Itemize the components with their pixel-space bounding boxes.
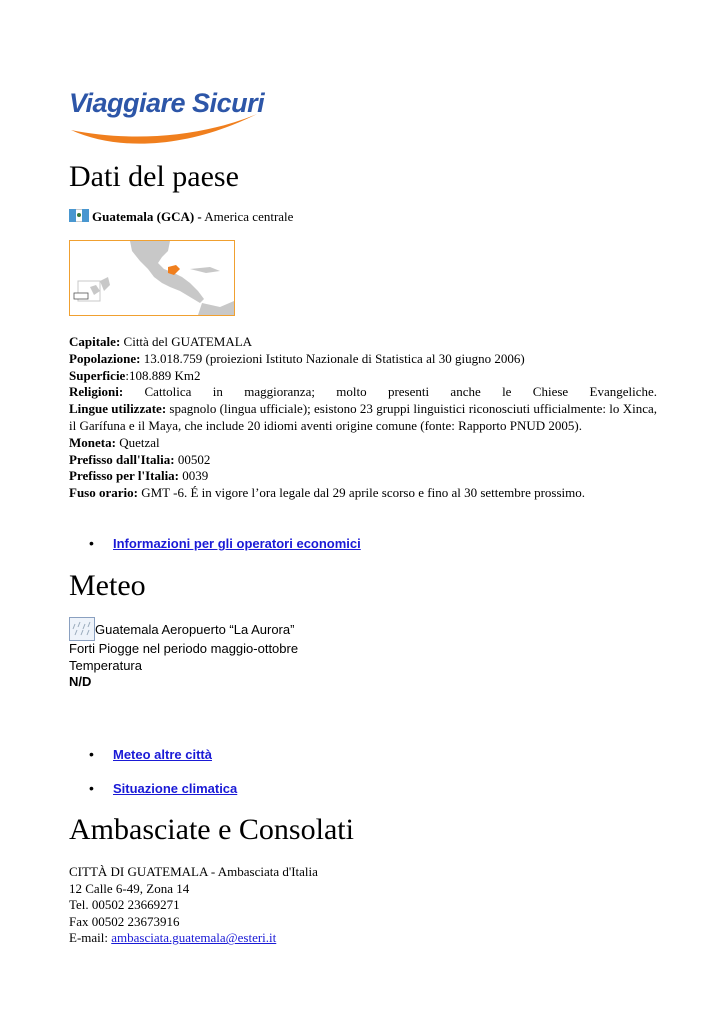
climate-link-list [69,780,237,798]
embassy-fax: Fax 00502 23673916 [69,913,180,929]
location-map [69,240,235,316]
weather-station-row [69,617,298,641]
logo-swoosh-icon [69,108,269,144]
embassy-info [69,864,318,947]
fact-religions [69,384,657,401]
fact-label: Superficie [69,367,126,383]
fact-label: Prefisso per l'Italia: [69,468,180,484]
fact-value: spagnolo (lingua ufficiale); esistono 23 gruppi linguistici riconosciuti ufficialmente: lo Xinca, il Garífuna e il Maya, che include 20 idiomi aventi origine comune (fonte: Rapporto PNUD 2005). [69,401,657,433]
embassies-heading: Ambasciate e Consolati [69,813,354,846]
fact-label: Religioni: [69,384,124,400]
fact-value: GMT -6. É in vigore l’ora legale dal 29 aprile scorso e fino al 30 settembre prossimo. [137,485,586,501]
fact-label: Prefisso dall'Italia: [69,451,175,467]
country-line [69,209,293,225]
list-item [69,780,237,798]
fact-value: :108.889 Km2 [125,367,201,383]
embassy-email-row [69,930,318,947]
fact-prefix-from-italy [69,452,657,469]
guatemala-flag-icon [69,209,89,222]
operators-info-link[interactable]: Informazioni per gli operatori economici [113,536,361,551]
central-america-map-icon [70,241,234,315]
fact-surface [69,368,657,385]
climate-situation-link[interactable]: Situazione climatica [113,781,238,796]
rain-icon [69,617,95,641]
country-name: Guatemala (GCA) - [92,209,202,224]
fact-population [69,351,657,368]
fact-value: Cattolica in maggioranza; molto presenti anche le Chiese Evangeliche. [123,384,657,400]
fact-currency [69,435,657,452]
fact-label: Popolazione: [69,350,141,366]
fact-value: 00502 [174,451,211,467]
fact-label: Lingue utilizzate: [69,401,167,417]
fact-capital [69,334,657,351]
list-item [69,535,361,553]
embassy-phone: Tel. 00502 23669271 [69,897,180,913]
email-label: E-mail: [69,930,112,946]
fact-label: Fuso orario: [69,485,138,501]
fact-languages [69,401,657,435]
other-cities-weather-link[interactable]: Meteo altre città [113,747,212,762]
fact-label: Capitale: [69,334,121,349]
fact-timezone [69,485,657,502]
embassy-name: CITTÀ DI GUATEMALA - Ambasciata d'Italia [69,864,318,879]
logo-text: Viaggiare Sicuri [69,88,265,118]
fact-value: Città del GUATEMALA [120,334,253,349]
other-cities-link-list [69,746,212,764]
fact-value: Quetzal [115,434,160,450]
fact-label: Moneta: [69,434,116,450]
weather-info [69,617,298,691]
weather-station: Guatemala Aeropuerto “La Aurora” [95,622,295,637]
operators-link-list [69,535,361,553]
fact-value: 13.018.759 (proiezioni Istituto Nazionale di Statistica al 30 giugno 2006) [140,350,525,366]
weather-heading: Meteo [69,569,146,602]
temperature-label: Temperatura [69,657,142,673]
weather-forecast: Forti Piogge nel periodo maggio-ottobre [69,641,299,656]
embassy-email-link[interactable]: ambasciata.guatemala@esteri.it [111,930,277,946]
fact-prefix-to-italy [69,468,657,485]
list-item [69,746,212,764]
country-facts [69,334,657,502]
temperature-value: N/D [69,674,92,689]
country-region: America centrale [201,209,294,224]
embassy-address: 12 Calle 6-49, Zona 14 [69,880,190,896]
viaggiare-sicuri-logo [69,80,269,150]
fact-value: 0039 [179,468,209,484]
country-data-heading: Dati del paese [69,160,239,193]
